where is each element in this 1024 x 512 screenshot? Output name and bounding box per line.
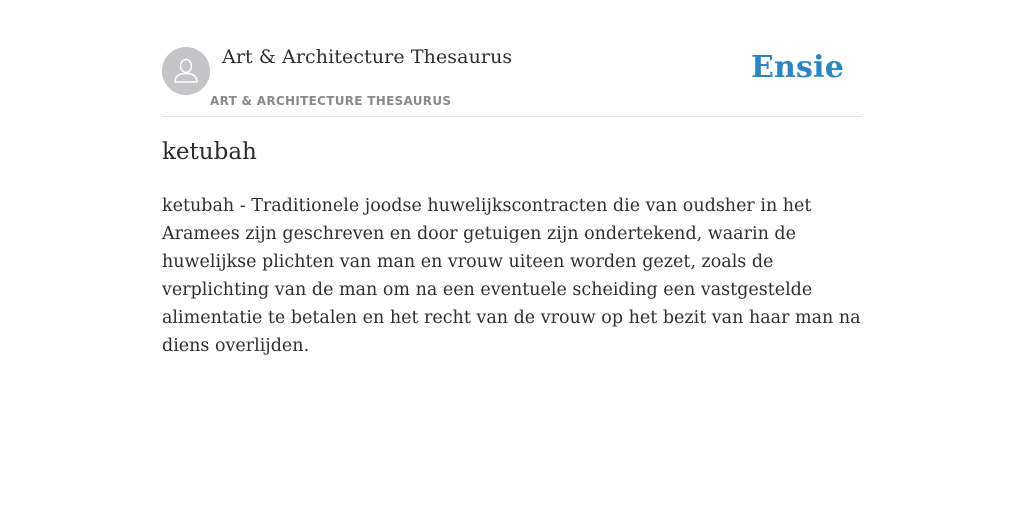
definition-text: ketubah - Traditionele joodse huwelijkscontracten die van oudsher in het Aramees zijn geschreven en door getuigen zijn ondertekend, waarin de huwelijkse plichten van man en vrouw uiteen worden gezet, zoals de verplichting van de man om na een eventuele scheiding een vastgestelde alimentatie te betalen en het recht van de vrouw op het bezit van haar man na diens overlijden. <box>162 196 861 356</box>
user-silhouette-icon <box>162 47 210 95</box>
author-subtitle[interactable]: ART & ARCHITECTURE THESAURUS <box>210 94 452 108</box>
avatar[interactable] <box>162 47 210 95</box>
header <box>162 38 862 117</box>
author-name[interactable]: Art & Architecture Thesaurus <box>222 46 513 68</box>
ensie-logo[interactable]: Ensie <box>750 50 844 85</box>
term-title: ketubah <box>162 139 257 165</box>
